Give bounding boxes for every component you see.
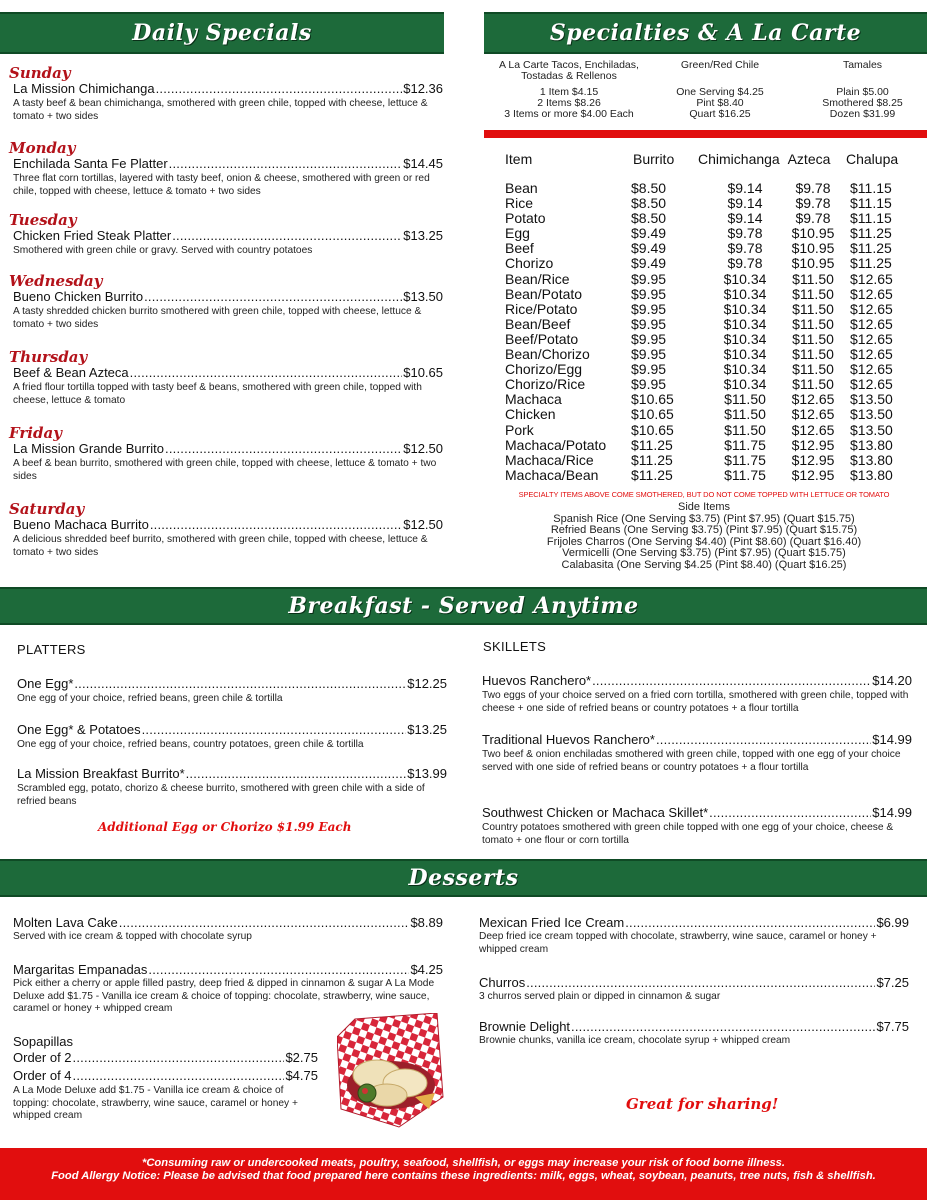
row-azteca: $12.65	[791, 391, 835, 408]
item-price: $13.99	[407, 766, 447, 781]
day-name: Thursday	[9, 348, 88, 366]
allergy-footer	[0, 1148, 927, 1200]
row-chalupa: $12.65	[850, 270, 893, 287]
row-chimichanga: $11.75	[724, 451, 766, 468]
row-chalupa: $12.65	[850, 361, 893, 378]
header-item: Item	[505, 151, 533, 167]
row-burrito: $11.25	[631, 466, 673, 483]
item-desc: Smothered with green chile or gravy. Served with country potatoes	[13, 245, 313, 256]
item-line	[13, 365, 443, 380]
dessert-item	[479, 915, 909, 956]
item-name: Order of 4	[13, 1068, 72, 1083]
item-name: Beef & Bean Azteca	[13, 365, 129, 380]
green-red-chile-heading: Green/Red Chile	[680, 59, 760, 71]
row-burrito: $8.50	[631, 180, 667, 196]
item-desc: Served with ice cream & topped with chocolate syrup	[13, 931, 252, 942]
item-desc: Country potatoes smothered with green chile topped with one egg of your choice, cheese & tomato + one flour or corn tortilla	[482, 822, 894, 846]
item-line	[13, 289, 443, 304]
row-item: Beef/Potato	[505, 330, 579, 347]
row-chalupa: $13.50	[850, 421, 893, 438]
specialty-row	[505, 211, 910, 226]
row-item: Rice	[505, 195, 534, 212]
row-chimichanga: $10.34	[723, 376, 767, 393]
row-chalupa: $13.80	[850, 451, 893, 468]
daily-special-friday	[9, 424, 443, 483]
row-burrito: $8.50	[631, 195, 667, 212]
row-azteca: $11.50	[792, 315, 834, 332]
dessert-item	[13, 962, 443, 1016]
specialty-row	[505, 407, 910, 422]
item-desc: Three flat corn tortillas, layered with tasty beef, onion & cheese, smothered with green or red chile, topped with cheese, lettuce & tomato + two sides	[13, 173, 430, 197]
row-chimichanga: $10.34	[723, 361, 767, 378]
row-burrito: $9.95	[631, 270, 667, 287]
item-desc: Pick either a cherry or apple filled pastry, deep fried & dipped in cinnamon & sugar A La Mode Deluxe add $1.75 - Vanilla ice cream & choice of topping: chocolate, strawberry, wine sauce, caramel or honey + whipped cream	[13, 978, 435, 1014]
row-chimichanga: $11.75	[724, 466, 766, 483]
item-line	[17, 676, 447, 691]
sopapillas-title: Sopapillas	[13, 1034, 73, 1049]
row-burrito: $9.95	[631, 330, 667, 347]
row-azteca: $10.95	[791, 255, 835, 272]
row-item: Potato	[505, 210, 546, 227]
row-item: Machaca/Rice	[505, 451, 594, 468]
item-desc: Two eggs of your choice served on a fried corn tortilla, smothered with green chile, topped with cheese + one side of refried beans or country potatoes + a flour tortilla	[482, 690, 909, 714]
row-item: Bean/Chorizo	[505, 346, 590, 363]
specialties-banner	[484, 12, 927, 54]
skillet-item	[482, 805, 912, 847]
dessert-item	[13, 915, 443, 944]
row-chalupa: $12.65	[850, 315, 893, 332]
row-item: Chorizo/Egg	[505, 361, 583, 378]
item-price: $8.89	[410, 915, 443, 930]
item-desc: A tasty shredded chicken burrito smothered with green chile, topped with cheese, lettuce & tomato + two sides	[13, 306, 422, 330]
footer-allergy-notice: Food Allergy Notice: Please be advised that food prepared here contains these ingredients: milk, eggs, wheat, soybean, peanuts, tree nuts, fish & shellfish.	[51, 1170, 876, 1182]
item-line	[482, 732, 912, 747]
sopapillas-order-2	[13, 1050, 318, 1065]
item-name: Order of 2	[13, 1050, 72, 1065]
item-price: $14.20	[872, 673, 912, 688]
tamales	[805, 60, 920, 120]
row-azteca: $12.65	[791, 406, 835, 423]
dessert-item	[479, 975, 909, 1004]
side-items	[484, 502, 924, 571]
row-azteca: $9.78	[795, 195, 831, 212]
item-name: One Egg* & Potatoes	[17, 722, 141, 737]
specialty-row	[505, 181, 910, 196]
row-chimichanga: $10.34	[723, 300, 767, 317]
row-burrito: $9.95	[631, 285, 667, 302]
dot-leader	[592, 673, 871, 688]
breakfast-banner	[0, 587, 927, 625]
side-item: Calabasita (One Serving $4.25 (Pint $8.40) (Quart $16.25)	[561, 558, 847, 571]
row-chimichanga: $9.14	[727, 180, 763, 196]
row-item: Bean/Potato	[505, 285, 583, 302]
row-chalupa: $13.50	[850, 391, 893, 408]
item-price: $12.50	[403, 517, 443, 532]
day-name: Tuesday	[9, 211, 77, 229]
dot-leader	[73, 1050, 285, 1065]
item-desc: A fried flour tortilla topped with tasty beef & beans, smothered with green chile, topped with cheese, lettuce & tomato	[13, 382, 422, 406]
row-chalupa: $12.65	[850, 300, 893, 317]
item-price: $12.25	[407, 676, 447, 691]
dot-leader	[74, 676, 406, 691]
specialty-row	[505, 362, 910, 377]
side-item: Refried Beans (One Serving $3.75) (Pint $7.95) (Quart $15.75)	[550, 524, 858, 536]
row-chimichanga: $10.34	[723, 315, 767, 332]
dot-leader	[169, 156, 403, 171]
row-chalupa: $11.15	[850, 210, 892, 227]
item-line	[482, 673, 912, 688]
item-line	[13, 81, 443, 96]
row-azteca: $10.95	[791, 240, 835, 257]
row-item: Beef	[505, 240, 534, 257]
row-burrito: $9.49	[631, 225, 667, 242]
row-azteca: $11.50	[792, 361, 834, 378]
dot-leader	[571, 1019, 875, 1034]
item-price: $4.25	[410, 962, 443, 977]
item-name: Bueno Chicken Burrito	[13, 289, 144, 304]
item-name: Molten Lava Cake	[13, 915, 118, 930]
dot-leader	[119, 915, 410, 930]
tamales-heading: Tamales	[842, 59, 883, 71]
specialty-row	[505, 196, 910, 211]
specialty-row	[505, 272, 910, 287]
sopapillas-basket-image	[337, 1013, 445, 1128]
row-burrito: $9.95	[631, 315, 667, 332]
row-azteca: $11.50	[792, 376, 834, 393]
skillets-label: SKILLETS	[483, 639, 547, 654]
dot-leader	[656, 732, 871, 747]
daily-special-tuesday	[9, 211, 443, 257]
tamales-line: Dozen $31.99	[829, 108, 896, 120]
row-burrito: $9.95	[631, 361, 667, 378]
sopapillas-order-4	[13, 1068, 318, 1083]
row-azteca: $9.78	[795, 210, 831, 227]
item-name: Enchilada Santa Fe Platter	[13, 156, 168, 171]
green-red-chile	[660, 60, 780, 120]
row-chalupa: $11.25	[850, 255, 892, 272]
specialty-note: SPECIALTY ITEMS ABOVE COME SMOTHERED, BUT DO NOT COME TOPPED WITH LETTUCE OR TOMATO	[518, 490, 890, 499]
row-chalupa: $13.50	[850, 406, 893, 423]
row-item: Rice/Potato	[505, 300, 578, 317]
item-name: Bueno Machaca Burrito	[13, 517, 149, 532]
dot-leader	[150, 517, 402, 532]
item-line	[13, 962, 443, 977]
great-for-sharing-note: Great for sharing!	[626, 1095, 779, 1113]
item-line	[479, 975, 909, 990]
row-item: Machaca/Potato	[505, 436, 607, 453]
row-azteca: $12.95	[791, 436, 835, 453]
row-burrito: $10.65	[631, 391, 674, 408]
row-chimichanga: $10.34	[723, 285, 767, 302]
item-price: $14.99	[872, 805, 912, 820]
row-burrito: $9.49	[631, 240, 667, 257]
specialty-row	[505, 453, 910, 468]
specialty-row	[505, 377, 910, 392]
side-item: Spanish Rice (One Serving $3.75) (Pint $7.95) (Quart $15.75)	[553, 512, 855, 525]
row-chalupa: $12.65	[850, 376, 893, 393]
item-line	[479, 1019, 909, 1034]
row-chimichanga: $9.78	[727, 240, 763, 257]
header-chimichanga: Chimichanga	[698, 151, 780, 167]
header-azteca: Azteca	[787, 151, 831, 167]
dot-leader	[156, 81, 403, 96]
row-burrito: $9.95	[631, 346, 667, 363]
item-desc: A tasty beef & bean chimichanga, smothered with green chile, topped with cheese, lettuce & tomato + two sides	[13, 98, 428, 122]
platter-item	[17, 766, 447, 808]
row-chalupa: $11.25	[850, 225, 892, 242]
row-chalupa: $12.65	[850, 330, 893, 347]
row-burrito: $9.49	[631, 255, 667, 272]
item-price: $2.75	[285, 1050, 318, 1065]
side-item: Frijoles Charros (One Serving $4.40) (Pint $8.60) (Quart $16.40)	[546, 535, 862, 548]
row-burrito: $10.65	[631, 406, 674, 423]
item-line	[482, 805, 912, 820]
item-price: $14.99	[872, 732, 912, 747]
specialty-row	[505, 392, 910, 407]
item-line	[13, 915, 443, 930]
row-azteca: $10.95	[791, 225, 835, 242]
item-price: $6.99	[876, 915, 909, 930]
row-chimichanga: $11.75	[724, 436, 766, 453]
row-item: Machaca/Bean	[505, 466, 599, 483]
row-chimichanga: $11.50	[724, 406, 766, 423]
specialties-title: Specialties & A La Carte	[549, 20, 862, 46]
sopapillas	[13, 1034, 318, 1123]
item-desc: Deep fried ice cream topped with chocolate, strawberry, wine sauce, caramel or honey + whipped cream	[479, 931, 877, 955]
item-line	[13, 517, 443, 532]
item-name: Chicken Fried Steak Platter	[13, 228, 172, 243]
desserts-banner	[0, 859, 927, 897]
item-desc: 3 churros served plain or dipped in cinnamon & sugar	[479, 991, 721, 1002]
item-name: La Mission Grande Burrito	[13, 441, 165, 456]
item-name: Margaritas Empanadas	[13, 962, 148, 977]
item-price: $13.50	[403, 289, 443, 304]
platters-label: PLATTERS	[17, 642, 86, 657]
item-line	[13, 156, 443, 171]
daily-special-sunday	[9, 64, 443, 123]
specialty-table-body	[505, 181, 910, 483]
specialty-row	[505, 438, 910, 453]
row-chimichanga: $10.34	[723, 346, 767, 363]
item-desc: Brownie chunks, vanilla ice cream, chocolate syrup + whipped cream	[479, 1035, 791, 1046]
a-la-carte-tacos-line: 1 Item $4.15	[539, 86, 599, 98]
item-name: Mexican Fried Ice Cream	[479, 915, 625, 930]
header-burrito: Burrito	[633, 151, 675, 167]
row-item: Egg	[505, 225, 530, 242]
item-price: $4.75	[285, 1068, 318, 1083]
item-desc: One egg of your choice, refried beans, country potatoes, green chile & tortilla	[17, 739, 364, 750]
row-item: Chorizo/Rice	[505, 376, 586, 393]
item-desc: One egg of your choice, refried beans, green chile & tortilla	[17, 693, 283, 704]
item-line	[479, 915, 909, 930]
daily-special-thursday	[9, 348, 443, 407]
dot-leader	[709, 805, 871, 820]
row-azteca: $12.95	[791, 466, 835, 483]
row-burrito: $9.95	[631, 376, 667, 393]
row-chimichanga: $9.78	[727, 225, 763, 242]
specialty-row	[505, 241, 910, 256]
day-name: Saturday	[9, 500, 85, 518]
dot-leader	[186, 766, 407, 781]
row-azteca: $11.50	[792, 285, 834, 302]
row-chimichanga: $11.50	[724, 421, 766, 438]
item-name: La Mission Chimichanga	[13, 81, 155, 96]
row-burrito: $9.95	[631, 300, 667, 317]
row-chalupa: $11.25	[850, 240, 892, 257]
dot-leader	[165, 441, 402, 456]
specialty-row	[505, 423, 910, 438]
row-item: Machaca	[505, 391, 562, 408]
row-chalupa: $13.80	[850, 436, 893, 453]
row-item: Chorizo	[505, 255, 554, 272]
green-red-chile-line: One Serving $4.25	[676, 86, 764, 98]
specialties-divider	[484, 130, 927, 138]
row-item: Bean/Rice	[505, 270, 570, 287]
breakfast-title: Breakfast - Served Anytime	[288, 593, 639, 619]
item-desc: A beef & bean burrito, smothered with green chile, topped with cheese, lettuce & tomato + two sides	[13, 458, 437, 482]
dot-leader	[526, 975, 875, 990]
item-price: $12.36	[403, 81, 443, 96]
item-name: La Mission Breakfast Burrito*	[17, 766, 185, 781]
dot-leader	[142, 722, 407, 737]
item-name: Southwest Chicken or Machaca Skillet*	[482, 805, 709, 820]
a-la-carte-tacos-heading: A La Carte Tacos, Enchiladas, Tostadas & Rellenos	[499, 59, 639, 82]
dot-leader	[144, 289, 402, 304]
day-name: Wednesday	[9, 272, 103, 290]
row-chalupa: $13.80	[850, 466, 893, 483]
row-azteca: $12.95	[791, 451, 835, 468]
item-desc: Two beef & onion enchiladas smothered with green chile, topped with one egg of your choice served with one side of refried beans or country potatoes + a flour tortilla	[482, 749, 901, 773]
specialty-row	[505, 468, 910, 483]
row-burrito: $11.25	[631, 451, 673, 468]
item-name: Traditional Huevos Ranchero*	[482, 732, 655, 747]
item-line	[17, 722, 447, 737]
row-azteca: $11.50	[792, 346, 834, 363]
a-la-carte-tacos-line: 2 Items $8.26	[537, 97, 601, 109]
row-chimichanga: $9.78	[727, 255, 763, 272]
row-azteca: $12.65	[791, 421, 835, 438]
item-price: $13.25	[407, 722, 447, 737]
green-red-chile-line: Pint $8.40	[696, 97, 744, 109]
day-name: Friday	[9, 424, 62, 442]
row-chimichanga: $11.50	[724, 391, 766, 408]
tamales-line: Smothered $8.25	[822, 97, 903, 109]
row-chalupa: $11.15	[850, 180, 892, 196]
row-chimichanga: $9.14	[727, 195, 763, 212]
platter-item	[17, 722, 447, 751]
item-desc: Scrambled egg, potato, chorizo & cheese burrito, smothered with green chile with a side of refried beans	[17, 783, 425, 807]
row-item: Pork	[505, 421, 534, 438]
item-name: Huevos Ranchero*	[482, 673, 592, 688]
sopapillas-desc: A La Mode Deluxe add $1.75 - Vanilla ice cream & choice of topping: chocolate, strawberry, wine sauce, caramel or honey + whipped cream	[13, 1085, 298, 1121]
day-name: Sunday	[9, 64, 71, 82]
skillet-item	[482, 673, 912, 715]
row-item: Bean/Beef	[505, 315, 571, 332]
row-chalupa: $12.65	[850, 346, 893, 363]
row-burrito: $11.25	[631, 436, 673, 453]
specialty-row	[505, 332, 910, 347]
item-price: $10.65	[403, 365, 443, 380]
daily-special-monday	[9, 139, 443, 198]
row-azteca: $11.50	[792, 270, 834, 287]
row-burrito: $10.65	[631, 421, 674, 438]
a-la-carte-tacos-line: 3 Items or more $4.00 Each	[504, 108, 634, 120]
platter-item	[17, 676, 447, 705]
item-price: $7.25	[876, 975, 909, 990]
row-azteca: $11.50	[792, 300, 834, 317]
specialty-row	[505, 347, 910, 362]
dot-leader	[130, 365, 403, 380]
desserts-title: Desserts	[408, 865, 519, 891]
item-name: Brownie Delight	[479, 1019, 571, 1034]
dot-leader	[73, 1068, 285, 1083]
item-desc: A delicious shredded beef burrito, smothered with green chile, topped with cheese, lettuce & tomato + two sides	[13, 534, 428, 558]
specialty-row	[505, 256, 910, 271]
daily-specials-banner	[0, 12, 444, 54]
skillet-item	[482, 732, 912, 774]
header-chalupa: Chalupa	[846, 151, 899, 167]
item-price: $14.45	[403, 156, 443, 171]
row-azteca: $11.50	[792, 330, 834, 347]
item-name: One Egg*	[17, 676, 74, 691]
green-red-chile-line: Quart $16.25	[689, 108, 751, 120]
row-chimichanga: $10.34	[723, 270, 767, 287]
dessert-item	[479, 1019, 909, 1048]
row-chimichanga: $10.34	[723, 330, 767, 347]
dot-leader	[172, 228, 402, 243]
daily-specials-title: Daily Specials	[132, 20, 312, 46]
row-item: Bean	[505, 180, 538, 196]
item-price: $7.75	[876, 1019, 909, 1034]
item-price: $12.50	[403, 441, 443, 456]
item-name: Churros	[479, 975, 526, 990]
tamales-line: Plain $5.00	[836, 86, 889, 98]
day-name: Monday	[9, 139, 76, 157]
row-item: Chicken	[505, 406, 556, 423]
item-line	[17, 766, 447, 781]
row-burrito: $8.50	[631, 210, 667, 227]
side-item: Vermicelli (One Serving $3.75) (Pint $7.95) (Quart $15.75)	[562, 547, 846, 559]
row-chalupa: $12.65	[850, 285, 893, 302]
daily-special-saturday	[9, 500, 443, 559]
specialty-row	[505, 226, 910, 241]
specialty-table	[505, 151, 910, 483]
row-chalupa: $11.15	[850, 195, 892, 212]
a-la-carte-tacos	[484, 60, 654, 120]
row-azteca: $9.78	[795, 180, 831, 196]
daily-special-wednesday	[9, 272, 443, 331]
dot-leader	[148, 962, 409, 977]
additional-egg-note: Additional Egg or Chorizo $1.99 Each	[98, 820, 352, 834]
side-items-heading: Side Items	[678, 501, 730, 513]
row-chimichanga: $9.14	[727, 210, 763, 227]
specialty-row	[505, 287, 910, 302]
item-line	[13, 228, 443, 243]
footer-consumption-warning: *Consuming raw or undercooked meats, poultry, seafood, shellfish, or eggs may increase your risk of food borne illness.	[141, 1157, 785, 1169]
item-price: $13.25	[403, 228, 443, 243]
specialty-table-header	[505, 151, 910, 181]
item-line	[13, 441, 443, 456]
specialty-row	[505, 317, 910, 332]
dot-leader	[625, 915, 875, 930]
specialty-row	[505, 302, 910, 317]
